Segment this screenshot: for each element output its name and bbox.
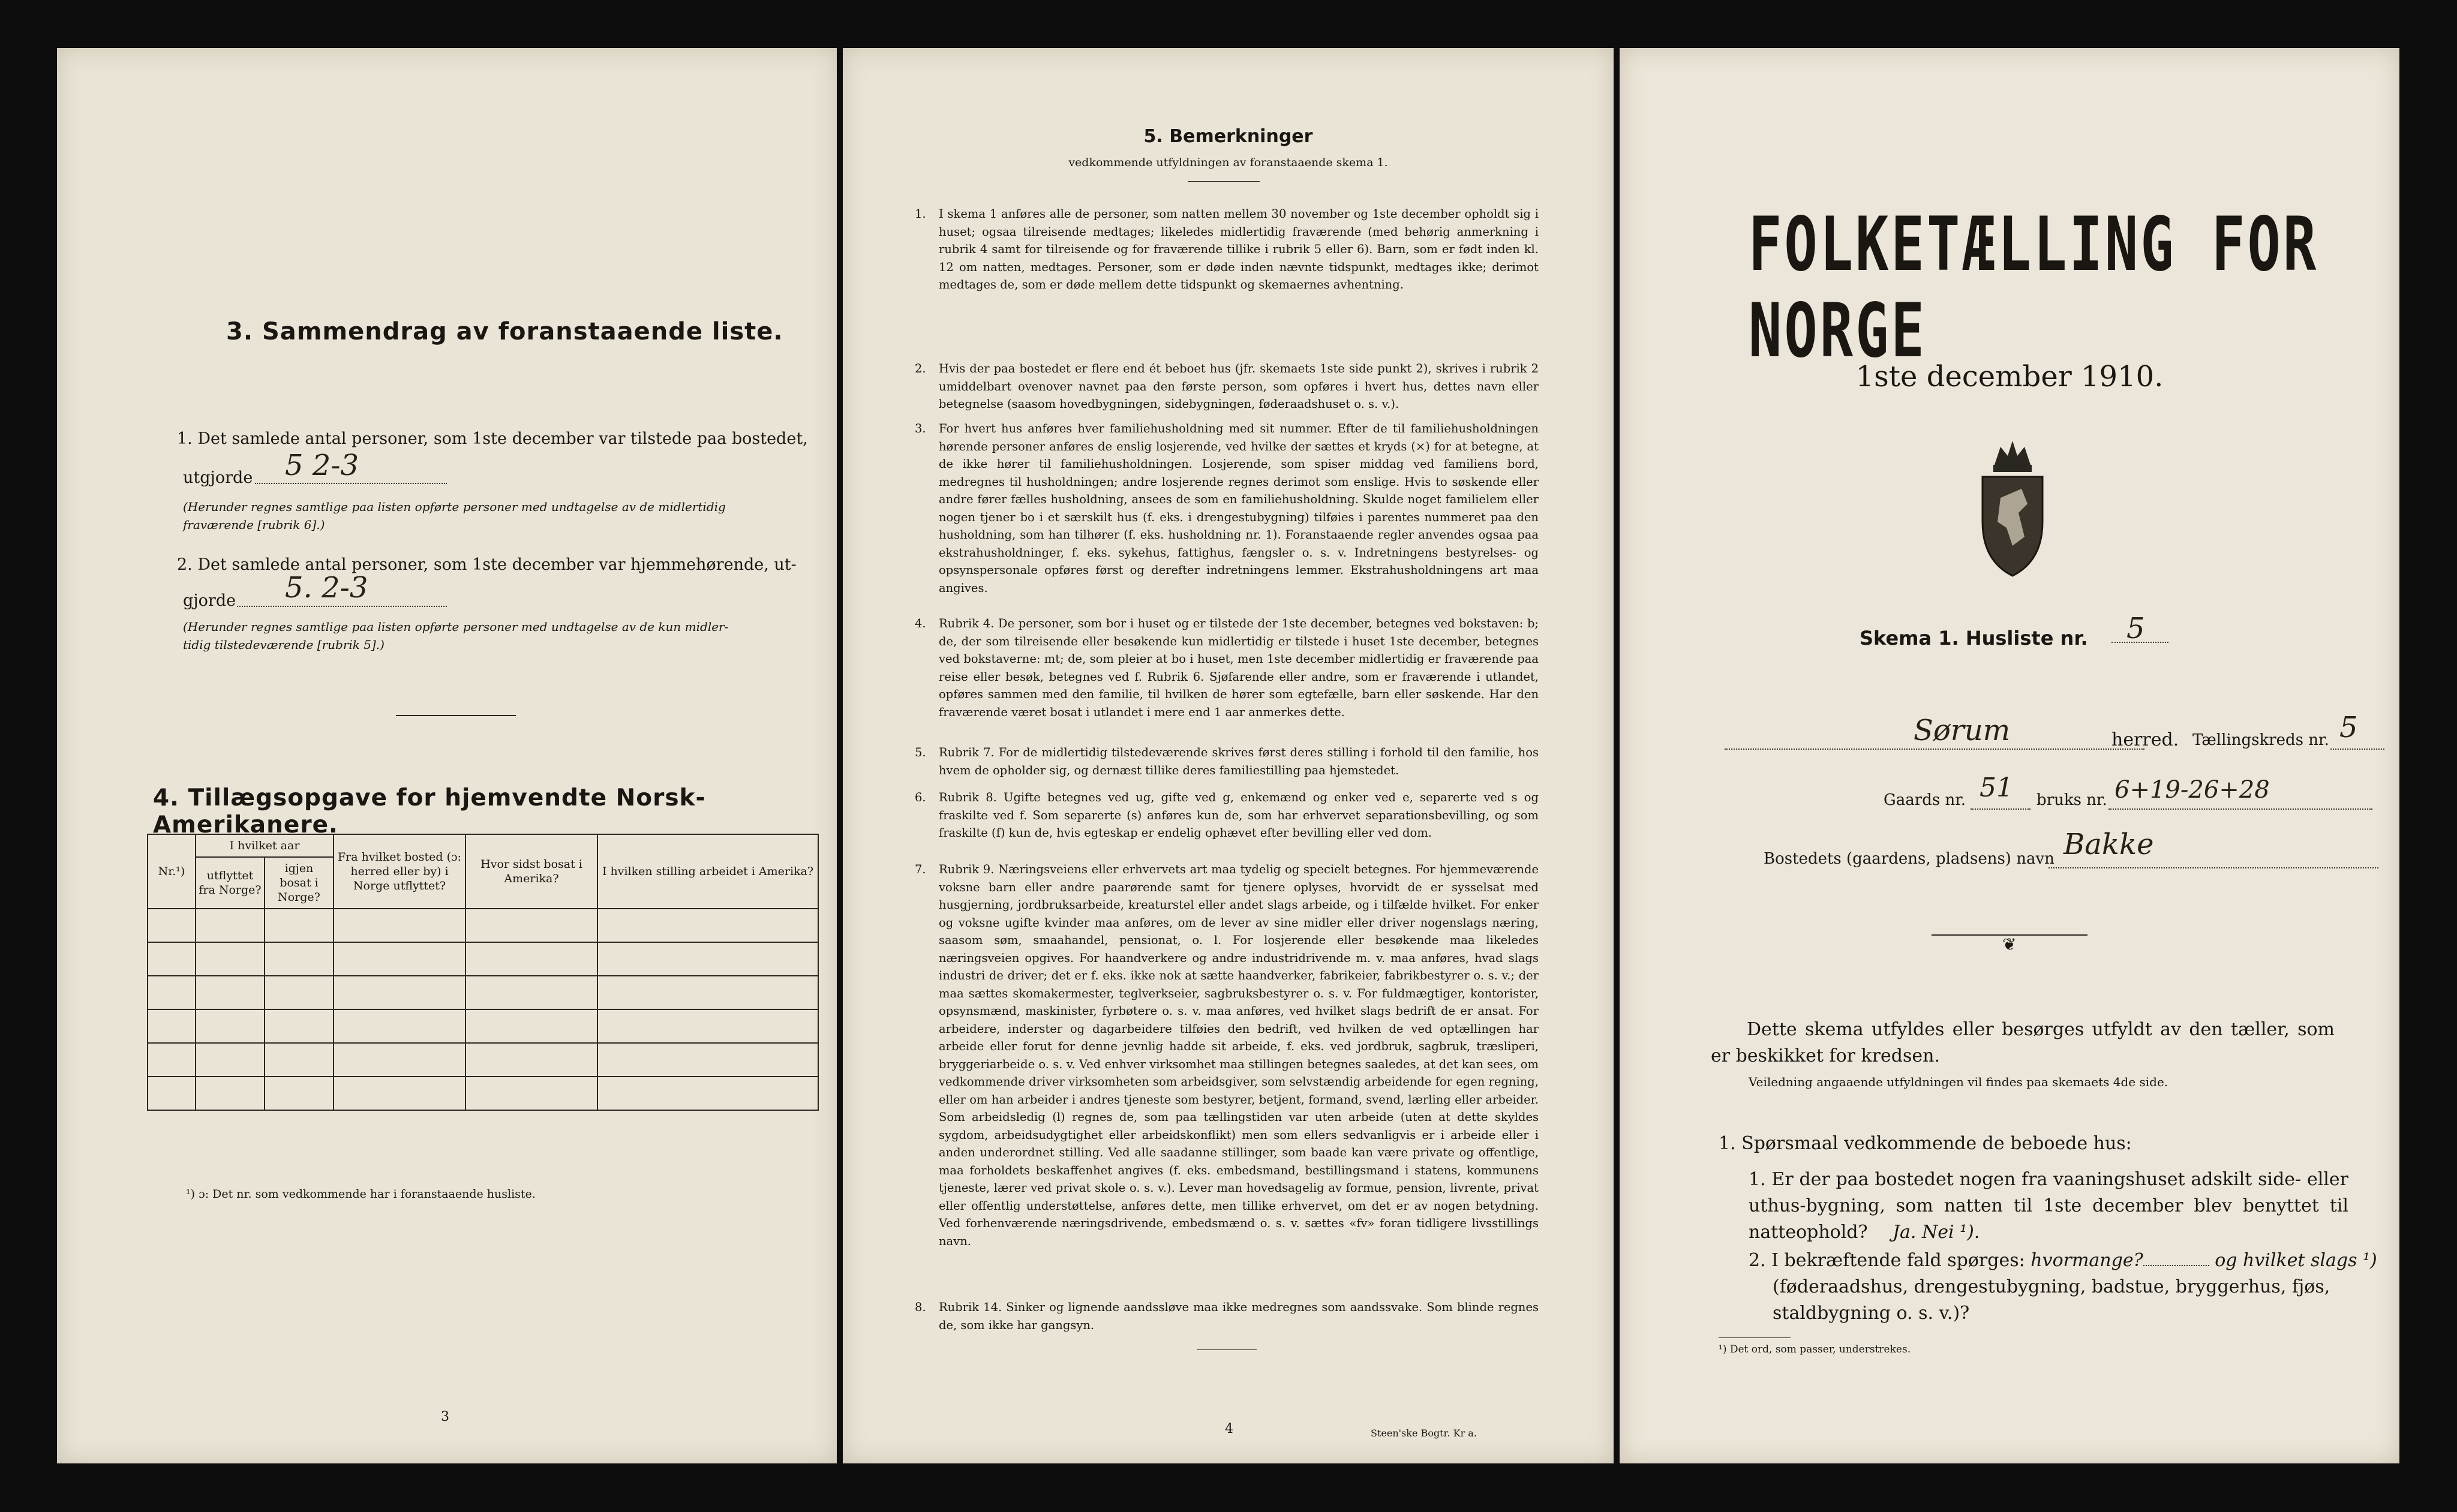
question-1: 1. Er der paa bostedet nogen fra vaaningshuset adskilt side- eller uthus-bygning, som natten til 1ste december blev benyttet til natteophold? bbox=[1749, 1169, 2348, 1243]
gaards-label: Gaards nr. bbox=[1884, 791, 1966, 809]
item2-note-a: (Herunder regnes samtlige paa listen opførte personer med undtagelse av de kun midler- bbox=[183, 620, 729, 634]
item2-handwritten-value: 5. 2-3 bbox=[285, 571, 368, 605]
question-2-detail: (føderaadshus, drengestubygning, badstue, bryggerhus, fjøs, staldbygning o. s. v.)? bbox=[1773, 1276, 2330, 1324]
bosted-label: Bostedets (gaardens, pladsens) navn bbox=[1764, 850, 2054, 868]
item1-utgjorde: utgjorde bbox=[183, 468, 253, 487]
item2-note-b: tidig tilstedeværende [rubrik 5].) bbox=[183, 638, 385, 652]
norwegian-coat-of-arms-icon bbox=[1971, 432, 2054, 582]
note-8: 8. Rubrik 14. Sinker og lignende aandssløve maa ikke medregnes som aandssvake. Som blinde regnes de, som ikke har gangsyn. bbox=[915, 1300, 1539, 1332]
page-number: 3 bbox=[441, 1409, 449, 1424]
note-7: 7. Rubrik 9. Næringsveiens eller erhvervets art maa tydelig og specielt betegnes. For hjemmeværende voksne barn eller andre paarørende samt for tjenere oplyses, hvorvidt de er sysselsat med husgjerning, jordbruksarbeide, kreaturstel eller andet slags arbeide, og i tilfælde hvilket. For enker og voksne ugifte kvinder maa anføres, om de lever av sine midler eller driver nogenslags næring, saasom søm, smaahandel, pensionat, o. l. For losjerende eller besøkende maa likeledes næringsveien opgives. For haandverkere og andre industridrivende m. v. maa anføres, hvad slags industri de driver; det er f. eks. ikke nok at sætte haandverker, fabrikeier, fabrikbestyrer o. s. v.; der maa sættes skomakermester, teglverkseier, sagbruksbestyrer o. s. v. For fuldmægtiger, kontorister, opsynsmænd, maskinister, fyrbøtere o. s. v. maa anføres, ved hvilket slags bedrift de er ansat. For arbeidere, inderster og dagarbeidere tilføies den bedrift, ved hvilken de ved optællingen har arbeide eller forut for denne jevnlig hadde sit arbeide, f. eks. ved jordbruk, sagbruk, træsliperi, bryggeriarbeide o. s. v. Ved enhver virksomhet maa stillingen betegnes saaledes, at det kan sees, om vedkommende driver virksomheten som arbeidsgiver, som selvstændig arbeidende for egen regning, eller om han arbeider i andres tjeneste som bestyrer, betjent, formand, svend, lærling eller arbeider. Som arbeidsledig (l) regnes de, som paa tællingstiden var uten arbeide (uten at dette skyldes sygdom, arbeidsudygtighet eller arbeidskonflikt) men som ellers sedvanligvis er i arbeide eller i anden underordnet stilling. Ved alle saadanne stillinger, som baade kan være private og offentlige, maa forholdets beskaffenhet angives (f. eks. embedsmand, bestillingsmand i statens, kommunens tjeneste, lærer ved privat skole o. s. v.). Lever man hovedsagelig av formue, pension, livrente, privat eller offentlig understøttelse, anføres dette, men tillike erhvervet, om det er av nogen betydning. Ved forhenværende næringsdrivende, embedsmænd o. s. v. sættes «fv» foran tidligere livsstillings navn. bbox=[915, 862, 1539, 1248]
item1-handwritten-value: 5 2-3 bbox=[285, 449, 359, 482]
kreds-value: 5 bbox=[2339, 711, 2358, 744]
gaards-value: 51 bbox=[1980, 772, 2013, 803]
husliste-nr-value: 5 bbox=[2126, 612, 2145, 645]
table-row bbox=[148, 1009, 818, 1043]
table-footnote: ¹) ɔ: Det nr. som vedkommende har i foranstaaende husliste. bbox=[186, 1188, 536, 1201]
note-5: 5. Rubrik 7. For de midlertidig tilstedeværende skrives først deres stilling i forhold til den familie, hos hvem de opholder sig, og dernæst tillike deres familiestilling paa hjemstedet. bbox=[915, 746, 1539, 777]
col-year-group: I hvilket aar bbox=[196, 834, 334, 857]
item2-utgjorde: gjorde bbox=[183, 591, 236, 610]
table-row bbox=[148, 976, 818, 1009]
col-igjen: igjen bosat i Norge? bbox=[265, 857, 334, 909]
col-utflyttet: utflyttet fra Norge? bbox=[196, 857, 265, 909]
census-date: 1ste december 1910. bbox=[1855, 360, 2164, 393]
main-title: FOLKETÆLLING FOR NORGE bbox=[1749, 201, 2319, 374]
right-footnote: ¹) Det ord, som passer, understrekes. bbox=[1719, 1343, 1911, 1355]
note-4: 4. Rubrik 4. De personer, som bor i huset og er tilstede der 1ste december, betegnes ved bokstaven: b; de, der som tilreisende eller besøkende kun midlertidig er tilstede i huset 1ste december, betegnes ved bokstaverne: mt; de, som pleier at bo i huset, men 1ste december midlertidig er fraværende paa reise eller besøk, betegnes ved f. Rubrik 6. Sjøfarende eller andre, som er fraværende i utlandet, opføres sammen med den familie, til hvilken de hører som egtefælle, barn eller søskende. Har den fraværende været bosat i utlandet i mere end 1 aar anmerkes dette. bbox=[915, 617, 1539, 719]
col-fra-bosted: Fra hvilket bosted (ɔ: herred eller by) i Norge utflyttet? bbox=[334, 834, 465, 909]
col-stilling: I hvilken stilling arbeidet i Amerika? bbox=[597, 834, 818, 909]
printer-imprint: Steen'ske Bogtr. Kr a. bbox=[1371, 1427, 1477, 1439]
herred-value: Sørum bbox=[1914, 714, 2011, 747]
item1-text: 1. Det samlede antal personer, som 1ste december var tilstede paa bostedet, bbox=[177, 429, 808, 448]
table-row bbox=[148, 942, 818, 976]
instruction-text: Dette skema utfyldes eller besørges utfyldt av den tæller, som er beskikket for kredsen. bbox=[1711, 1019, 2335, 1066]
note-1: 1. I skema 1 anføres alle de personer, som natten mellem 30 november og 1ste december opholdt sig i huset; ogsaa tilreisende medtages; likeledes midlertidig fraværende (med behørig anmerkning i rubrik 4 samt for tilreisende og for fraværende tillike i rubrik 5 eller 6). Barn, som er født inden kl. 12 om natten, medtages. Personer, som er døde inden nævnte tidspunkt, medtages ikke; derimot medtages de, som er døde mellem dette tidspunkt og skemaernes avhentning. bbox=[915, 207, 1539, 291]
herred-label: herred. bbox=[2111, 729, 2179, 750]
col-nr: Nr.¹) bbox=[148, 834, 196, 909]
section3-title: 3. Sammendrag av foranstaaende liste. bbox=[226, 318, 783, 345]
ornament-icon: ❦ bbox=[2002, 934, 2017, 954]
item1-note-a: (Herunder regnes samtlige paa listen opførte personer med undtagelse av de midlertidig bbox=[183, 500, 726, 514]
section4-title: 4. Tillægsopgave for hjemvendte Norsk-Amerikanere. bbox=[153, 784, 706, 838]
table-row bbox=[148, 1077, 818, 1110]
note-6: 6. Rubrik 8. Ugifte betegnes ved ug, gifte ved g, enkemænd og enker ved e, separerte ved s og fraskilte ved f. Som separerte (s) anføres kun de, som har erhvervet separationsbevilling, og som fraskilte (f) kun de, hvis egteskap er endelig ophævet efter bevilling eller ved dom. bbox=[915, 790, 1539, 840]
skema-label: Skema 1. Husliste nr. bbox=[1860, 627, 2088, 650]
page-left bbox=[57, 48, 837, 1463]
kreds-label: Tællingskreds nr. bbox=[2192, 731, 2329, 749]
bemerkninger-title: 5. Bemerkninger bbox=[1143, 126, 1313, 147]
bosted-value: Bakke bbox=[2063, 828, 2154, 861]
page-number: 4 bbox=[1225, 1421, 1233, 1436]
page-middle bbox=[843, 48, 1614, 1463]
bemerkninger-subtitle: vedkommende utfyldningen av foranstaaende skema 1. bbox=[1068, 156, 1388, 169]
table-row bbox=[148, 1043, 818, 1077]
question-2-lead: 2. I bekræftende fald spørges: hvormange? og hvilket slags ¹) bbox=[1749, 1250, 2377, 1271]
instruction-guidance: Veiledning angaaende utfyldningen vil findes paa skemaets 4de side. bbox=[1749, 1075, 2168, 1089]
norsk-amerikanere-table bbox=[147, 834, 819, 1111]
note-2: 2. Hvis der paa bostedet er flere end ét beboet hus (jfr. skemaets 1ste side punkt 2), skrives i rubrik 2 umiddelbart ovenover navnet paa den første person, som opføres i hvert hus, dettes navn eller betegnelse (saasom hovedbygningen, sidebygningen, føderaadshuset o. s. v.). bbox=[915, 362, 1539, 411]
divider bbox=[396, 715, 516, 716]
note-3: 3. For hvert hus anføres hver familiehusholdning med sit nummer. Efter de til familiehusholdningen hørende personer anføres de enslig losjerende, ved hvilke der sættes et kryds (×) for at betegne, at de ikke hører til familiehusholdningen. Losjerende, som spiser middag ved familiens bord, medregnes til husholdningen; andre losjerende regnes derimot som enslige. Hvis to søskende eller andre fører fælles husholdning, ansees de som en familiehusholdning. Skulde noget familielem eller nogen tjener bo i et særskilt hus (f. eks. i drengestubygning) tilføies i parentes nummeret paa den husholdning, som han tilhører (f. eks. husholdning nr. 1). Foranstaaende regler anvendes ogsaa paa ekstrahusholdninger, f. eks. sykehus, fattighus, fængsler o. s. v. Indretningens bestyrelses- og opsynspersonale opføres først og derefter indretningens lemmer. Ekstrahusholdningens art maa angives. bbox=[915, 422, 1539, 595]
question-1-answer: Ja. Nei ¹). bbox=[1893, 1222, 1980, 1243]
bruks-value: 6+19-26+28 bbox=[2114, 776, 2270, 804]
table-row bbox=[148, 909, 818, 942]
page-right bbox=[1620, 48, 2399, 1463]
item1-note-b: fraværende [rubrik 6].) bbox=[183, 518, 325, 532]
question-heading: 1. Spørsmaal vedkommende de beboede hus: bbox=[1719, 1133, 2132, 1154]
bruks-label: bruks nr. bbox=[2037, 791, 2107, 809]
col-sidst-bosat: Hvor sidst bosat i Amerika? bbox=[465, 834, 597, 909]
item2-text: 2. Det samlede antal personer, som 1ste december var hjemmehørende, ut- bbox=[177, 555, 797, 574]
